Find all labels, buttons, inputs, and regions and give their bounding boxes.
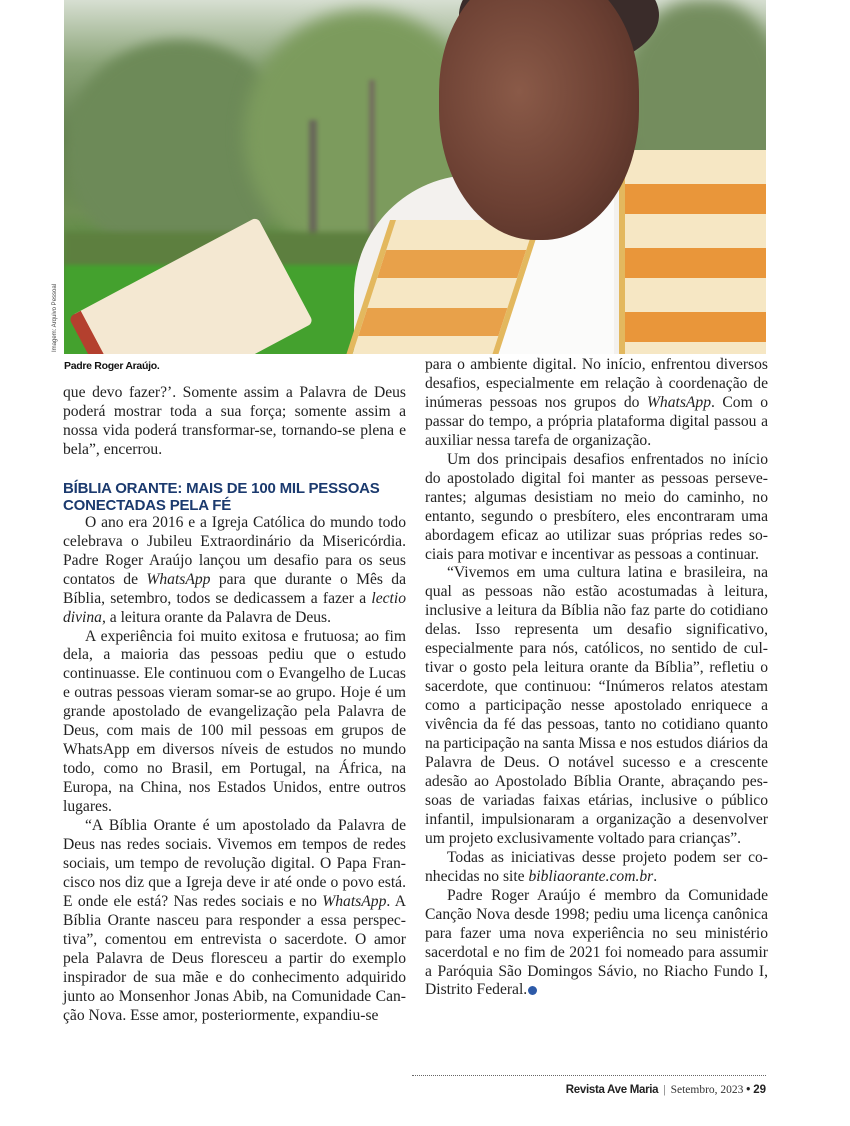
paragraph: que devo fazer?’. Somente assim a Palavra de Deus poderá mostrar toda a sua força; somente assim a nossa vida poderá transformar-se, tornando-se plena e bela”, encerrou.: [63, 384, 406, 458]
article-photo: [64, 0, 766, 354]
photo-caption: Padre Roger Araújo.: [64, 360, 160, 372]
end-of-article-icon: [528, 986, 537, 995]
magazine-name: Revista Ave Maria: [565, 1084, 659, 1096]
photo-trunk: [309, 120, 317, 250]
issue-date: Setembro, 2023: [670, 1084, 744, 1096]
paragraph: O ano era 2016 e a Igreja Católica do mundo todo celebrava o Jubileu Extraordinário da Misericórdia. Padre Roger Araújo lançou um desafio para os seus contatos de WhatsApp para que durante o Mês da Bíblia, setembro, todos se dedicassem a fazer a lectio divina, a leitura orante da Palavra de Deus.: [63, 513, 406, 626]
paragraph: Todas as iniciativas desse projeto podem ser conhecidas no site bibliaorante.com.br.: [425, 848, 768, 885]
photo-head: [439, 0, 639, 240]
paragraph: Padre Roger Araújo é membro da Comunidade Canção Nova desde 1998; pediu uma licença canônica para fazer uma nova experiência no seu ministério sacerdotal e no fim de 2021 foi nomeado para assumir a Paróquia São Domingos Sávio, no Riacho Fundo I, Distrito Federal.: [425, 886, 768, 999]
page-number: 29: [753, 1084, 766, 1096]
photo-trunk: [369, 80, 375, 250]
paragraph: Um dos principais desafios enfrentados no início do apostolado digital foi manter as pessoas perseverantes; algumas desistiam no meio do caminho, no entanto, segundo o presbítero, eles encontraram uma abordagem eficaz ao utilizar suas próprias redes sociais para motivar e incentivar as pessoas a continuar.: [425, 450, 768, 563]
article-column-left: [63, 384, 406, 1026]
paragraph: para o ambiente digital. No início, enfrentou diversos desafios, especialmente em relação à coordenação de inúmeras pessoas nos grupos do WhatsApp. Com o passar do tempo, a própria plataforma digital passou a auxiliar nessa tarefa de organização.: [425, 356, 768, 449]
page-footer: [566, 1084, 766, 1096]
paragraph: “A Bíblia Orante é um apostolado da Palavra de Deus nas redes sociais. Vivemos em tempos de redes sociais, um tempo de revolução digital. O Papa Francisco nos diz que a Igreja deve ir até onde o povo está. E onde ele está? Nas redes sociais e no WhatsApp. A Bíblia Orante nasceu para responder a essa perspectiva”, comentou em entrevista o sacerdote. O amor pela Palavra de Deus floresceu a partir do exemplo inspirador de sua mãe e do conhecimento adquirido junto ao Monsenhor Jonas Abib, na Comunidade Canção Nova. Esse amor, posteriormente, expandiu-se: [63, 817, 407, 1024]
footer-separator: |: [663, 1084, 666, 1096]
website-link: bibliaorante.com.br: [528, 867, 654, 885]
paragraph: “Vivemos em uma cultura latina e brasileira, na qual as pessoas não estão acostumadas à leitura, inclusive a leitura da Bíblia não faz parte do cotidiano delas. Isso representa um desafio significativo, especialmente para nós, católicos, no sentido de cultivar o gosto pela leitura orante da Bíblia”, refletiu o sacerdote, que continuou: “Inúmeros relatos atestam como a participação nesse apostolado enriquece a vivência da fé das pessoas, tanto no cotidiano quanto na participação na santa Missa e nos estudos diários da Palavra de Deus. O notável sucesso e a crescente adesão ao Apostolado Bíblia Orante, abraçando pessoas de variadas faixas etárias, inclusive o público infantil, impulsionaram a organização a desenvolver um projeto exclusivamente voltado para crianças”.: [425, 564, 768, 847]
paragraph: A experiência foi muito exitosa e frutuosa; ao fim dela, a maioria das pessoas pediu que o estudo continuasse. Ele continuou com o Evangelho de Lucas e outras pessoas vieram somar-se ao grupo. Hoje é um grande apostolado de evangelização pela Palavra de Deus, com mais de 100 mil pessoas em grupos de WhatsApp em diversos níveis de estudos no mundo todo, como no Brasil, em Portugal, na África, na Europa, na China, nos Estados Unidos, entre outros lugares.: [63, 627, 406, 816]
article-column-right: [425, 356, 768, 1000]
photo-credit: Imagem: Arquivo Pessoal: [52, 283, 58, 352]
bullet: •: [746, 1084, 751, 1096]
photo-stole-right: [619, 150, 766, 354]
section-heading: BÍBLIA ORANTE: MAIS DE 100 MIL PESSOAS CONECTADAS PELA FÉ: [63, 479, 380, 514]
footer-divider: [412, 1075, 766, 1076]
